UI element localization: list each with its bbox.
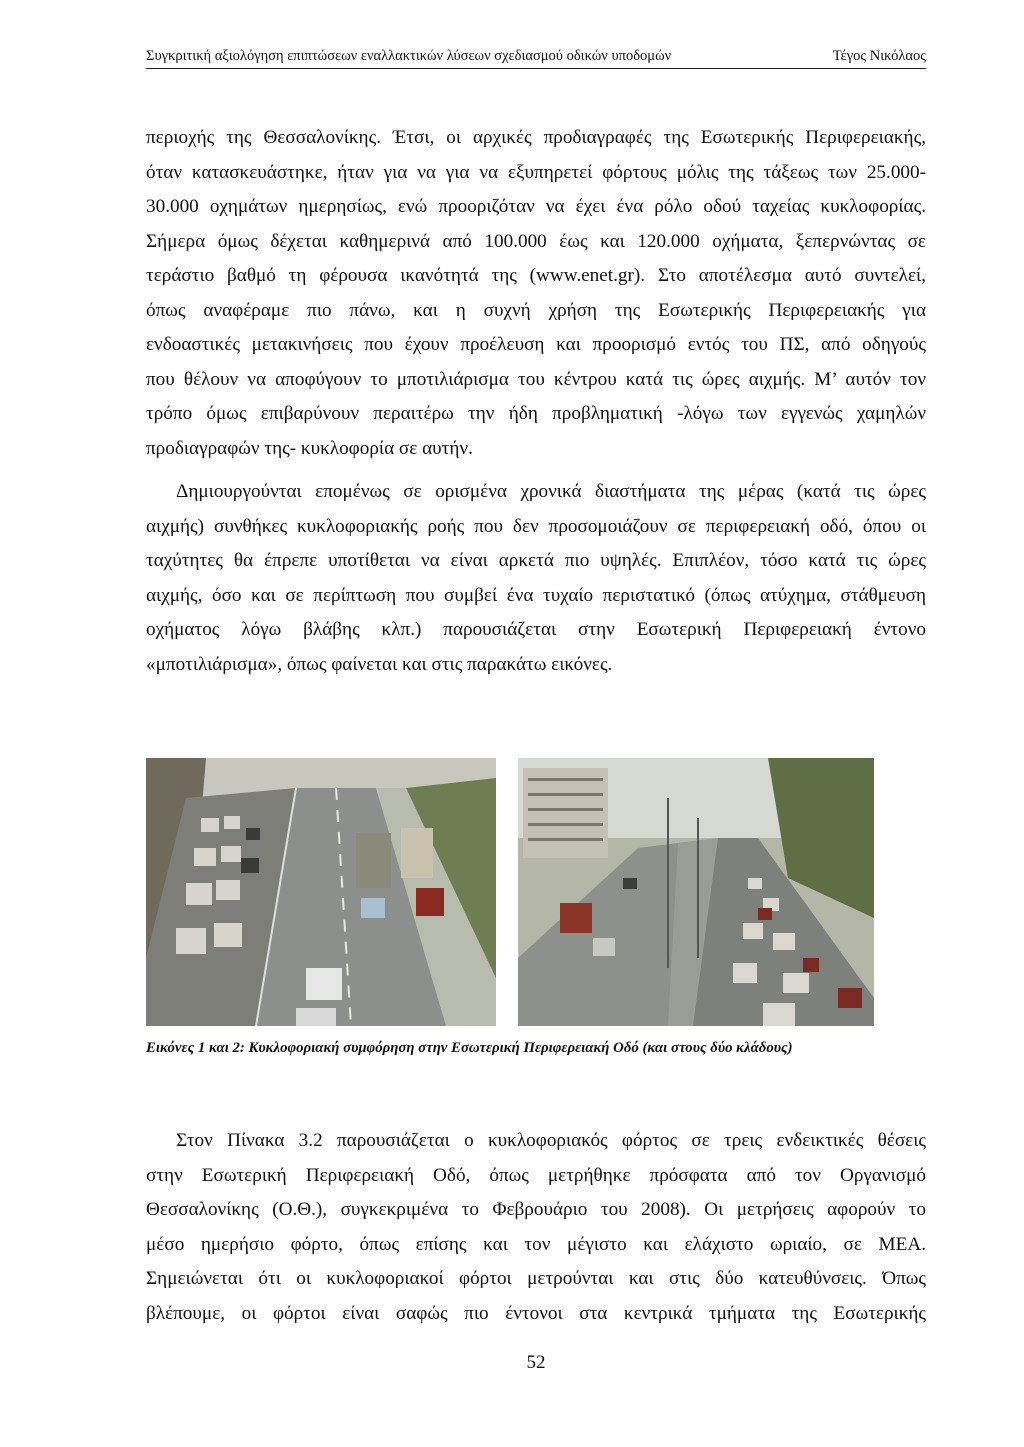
text-line: που θέλουν να αποφύγουν το μποτιλιάρισμα του κέντρου κατά τις ώρες αιχμής. Μ’ αυτόν τον bbox=[146, 368, 926, 390]
text-line: όπως αναφέραμε πιο πάνω, και η συχνή χρήση της Εσωτερικής Περιφερειακής για bbox=[146, 299, 926, 321]
traffic-photo-1 bbox=[146, 758, 496, 1026]
figure-caption: Εικόνες 1 και 2: Κυκλοφοριακή συμφόρηση στην Εσωτερική Περιφερειακή Οδό (και στους δύο κλάδους) bbox=[146, 1040, 793, 1056]
text-line: όταν κατασκευάστηκε, ήταν για να για να εξυπηρετεί φόρτους μόλις της τάξεως των 25.000- bbox=[146, 161, 926, 183]
text-line: προδιαγραφών της- κυκλοφορία σε αυτήν. bbox=[146, 437, 473, 459]
text-line: ταχύτητες θα έπρεπε υποτίθεται να είναι αρκετά πιο υψηλές. Επιπλέον, τόσο κατά τις ώρες bbox=[146, 550, 926, 571]
text-line: Σήμερα όμως δέχεται καθημερινά από 100.000 έως και 120.000 οχήματα, ξεπερνώντας σε bbox=[146, 230, 926, 252]
page-number: 52 bbox=[526, 1352, 546, 1373]
paragraph-1 bbox=[146, 121, 926, 466]
traffic-photo-2-image bbox=[518, 758, 874, 1026]
text-line: Σημειώνεται ότι οι κυκλοφοριακοί φόρτοι μετρούνται και στις δύο κατευθύνσεις. Όπως bbox=[146, 1268, 926, 1289]
text-line: οχήματος λόγω βλάβης κλπ.) παρουσιάζεται στην Εσωτερική Περιφερειακή έντονο bbox=[146, 619, 926, 640]
traffic-photo-1-image bbox=[146, 758, 496, 1026]
paragraph-2 bbox=[146, 475, 926, 682]
paragraph-3 bbox=[146, 1124, 926, 1331]
text-line: αιχμής) συνθήκες κυκλοφοριακής ροής που δεν προσομοιάζουν σε περιφερειακή οδό, όπου οι bbox=[146, 515, 926, 537]
text-line: στην Εσωτερική Περιφερειακή Οδό, όπως μετρήθηκε πρόσφατα από τον Οργανισμό bbox=[146, 1164, 926, 1186]
header-title: Συγκριτική αξιολόγηση επιπτώσεων εναλλακτικών λύσεων σχεδιασμού οδικών υποδομών bbox=[146, 48, 672, 64]
text-line: τρόπο όμως επιβαρύνουν περαιτέρω την ήδη προβληματική -λόγω των εγγενώς χαμηλών bbox=[146, 403, 926, 424]
text-line: «μποτιλιάρισμα», όπως φαίνεται και στις παρακάτω εικόνες. bbox=[146, 653, 613, 675]
text-line: ενδοαστικές μετακινήσεις που έχουν προέλευση και προορισμό εντός του ΠΣ, από οδηγούς bbox=[146, 334, 926, 355]
running-header bbox=[146, 48, 926, 69]
text-line: Δημιουργούνται επομένως σε ορισμένα χρονικά διαστήματα της μέρας (κατά τις ώρες bbox=[176, 481, 926, 502]
traffic-photo-2 bbox=[518, 758, 874, 1026]
text-line: 30.000 οχημάτων ημερησίως, ενώ προοριζόταν να έχει ένα ρόλο οδού ταχείας κυκλοφορίας. bbox=[146, 196, 926, 217]
text-line: μέσο ημερήσιο φόρτο, όπως επίσης και τον μέγιστο και ελάχιστο ωριαίο, σε ΜΕΑ. bbox=[146, 1233, 926, 1255]
text-line: Στον Πίνακα 3.2 παρουσιάζεται ο κυκλοφοριακός φόρτος σε τρεις ενδεικτικές θέσεις bbox=[176, 1130, 926, 1151]
header-author: Τέγος Νικόλαος bbox=[832, 48, 926, 64]
text-line: Θεσσαλονίκης (Ο.Θ.), συγκεκριμένα το Φεβρουάριο του 2008). Οι μετρήσεις αφορούν το bbox=[146, 1199, 926, 1220]
text-line: περιοχής της Θεσσαλονίκης. Έτσι, οι αρχικές προδιαγραφές της Εσωτερικής Περιφερειακής, bbox=[146, 127, 926, 148]
text-line: τεράστιο βαθμό τη φέρουσα ικανότητά της (www.enet.gr). Στο αποτέλεσμα αυτό συντελεί, bbox=[146, 265, 926, 286]
text-line: αιχμής, όσο και σε περίπτωση που συμβεί ένα τυχαίο περιστατικό (όπως ατύχημα, στάθμευση bbox=[146, 584, 926, 606]
text-line: βλέπουμε, οι φόρτοι είναι σαφώς πιο έντονοι στα κεντρικά τμήματα της Εσωτερικής bbox=[146, 1302, 926, 1324]
